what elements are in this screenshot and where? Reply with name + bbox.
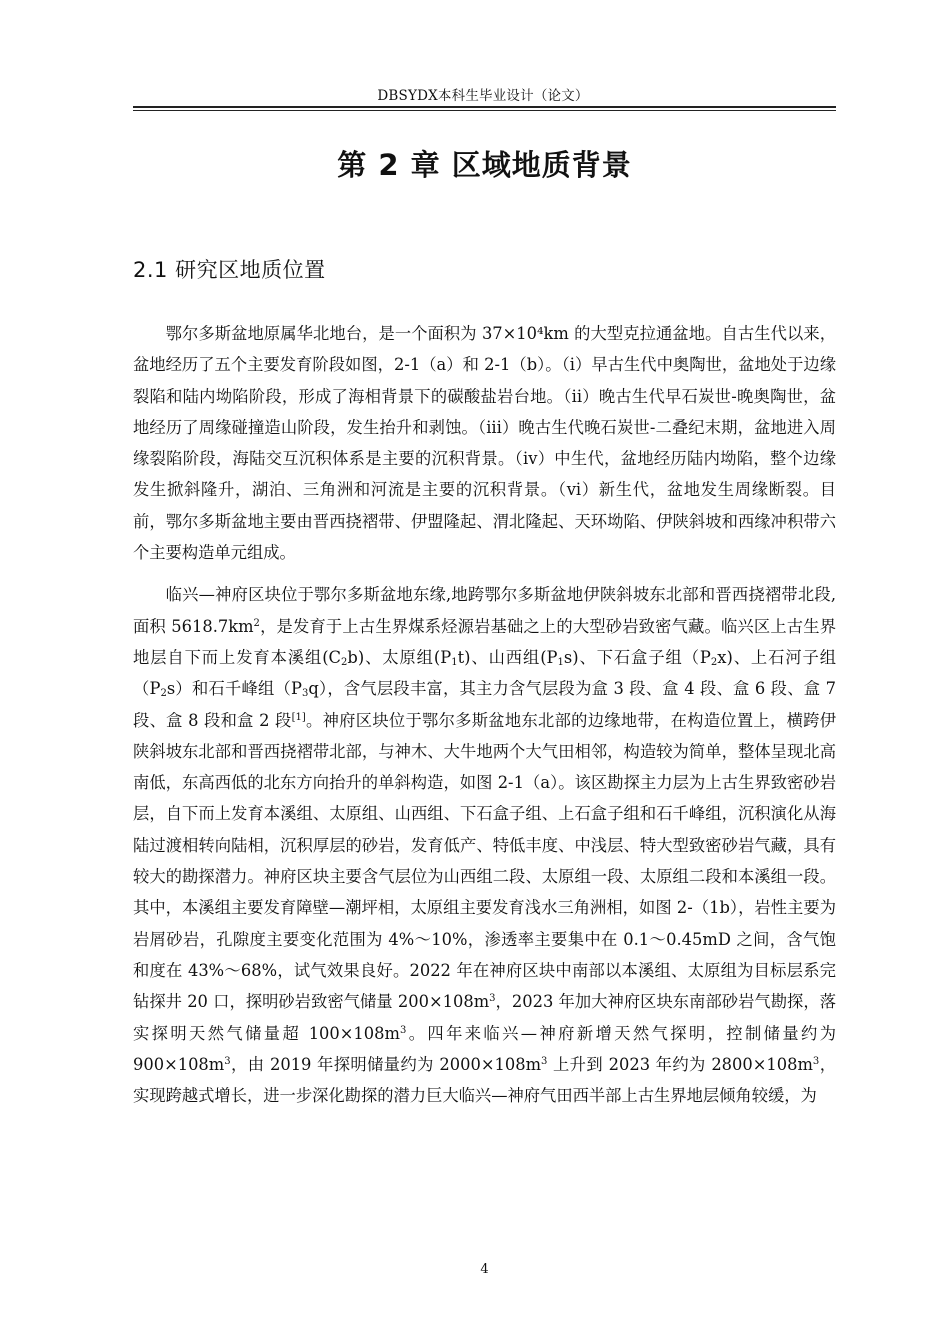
p2-seg7: s）和石千峰组（P [166, 679, 302, 699]
p2-sub1: 2 [341, 656, 348, 668]
p2-sup4: 3 [399, 1024, 407, 1036]
p2-sub5: 2 [160, 688, 167, 700]
running-header: DBSYDX本科生毕业设计（论文） [377, 88, 589, 104]
paragraph-2 [133, 579, 836, 1111]
p2-seg6: x)、上石河子组（P [133, 647, 837, 699]
p2-seg9: 。神府区块位于鄂尔多斯盆地东北部的边缘地带，在构造位置上，横跨伊陕斜坡东北部和晋西挠褶带北部，与神木、大牛地两个大气田相邻，构造较为简单，整体呈现北高南低，东高西低的北东方向抬升的单斜构造，如图 2-1（a）。该区勘探主力层为上古生界致密砂岩层，自下而上发育本溪组、太原组、山西组、下石盒子组、上石盒子组和石千峰组，沉积演化从海陆过渡相转向陆相，沉积厚层的砂岩，发育低产、特低丰度、中浅层、特大型致密砂岩气藏，具有较大的勘探潜力。神府区块主要含气层位为山西组二段、太原组一段、太原组二段和本溪组一段。其中，本溪组主要发育障壁—潮坪相，太原组主要发育浅水三角洲相，如图 2-（1b），岩性主要为岩屑砂岩，孔隙度主要变化范围为 4%～10%，渗透率主要集中在 0.1～0.45mD 之间，含气饱和度在 43%～68%，试气效果良好。2022 年在神府区块中南部以本溪组、太原组为目标层系完钻探井 20 口，探明砂岩致密气储量 200×108m [133, 710, 836, 1012]
p2-seg4: t)、山西组(P [457, 647, 558, 667]
p2-sub2: 1 [451, 656, 458, 668]
body-text [133, 318, 836, 1122]
p2-sup5: 3 [224, 1055, 231, 1067]
p2-seg10: ，2023 年加大神府区块东南部砂岩气勘探，落实探明天然气储量超 100×108m [133, 992, 836, 1043]
p2-seg12: ，由 2019 年探明储量约为 2000×108m [230, 1054, 542, 1074]
p2-seg11: 。四年来临兴—神府新增天然气探明，控制储量约为 900×108m [133, 1023, 836, 1074]
p2-sup3: 3 [489, 993, 496, 1005]
p2-sup7: 3 [812, 1055, 820, 1067]
header-rule-thin [133, 110, 836, 111]
p2-sup1: 2 [253, 617, 260, 629]
p2-sub4: 2 [710, 656, 718, 668]
p2-seg13: 上升到 2023 年约为 2800×108m [547, 1054, 813, 1074]
p2-seg3: b)、太原组(P [347, 647, 452, 667]
p2-seg1: 临兴—神府区块位于鄂尔多斯盆地东缘,地跨鄂尔多斯盆地伊陕斜坡东北部和晋西挠褶带北段,面积 5618.7km [133, 585, 836, 636]
chapter-title: 第 2 章 区域地质背景 [337, 148, 632, 182]
section-title: 2.1 研究区地质位置 [133, 258, 326, 282]
p2-citation: [1] [291, 711, 306, 723]
p2-seg8: q），含气层段丰富，其主力含气层段为盒 3 段、盒 4 段、盒 6 段、盒 7 段、盒 8 段和盒 2 段 [133, 679, 836, 730]
paragraph-1: 鄂尔多斯盆地原属华北地台，是一个面积为 37×10⁴km 的大型克拉通盆地。自古生代以来，盆地经历了五个主要发育阶段如图，2-1（a）和 2-1（b）。（i）早古生代中奥陶世，盆地处于边缘裂陷和陆内坳陷阶段，形成了海相背景下的碳酸盐岩台地。（ii）晚古生代早石炭世-晚奥陶世，盆地经历了周缘碰撞造山阶段，发生抬升和剥蚀。（iii）晚古生代晚石炭世-二叠纪末期，盆地进入周缘裂陷阶段，海陆交互沉积体系是主要的沉积背景。（iv）中生代，盆地经历陆内坳陷，整个边缘发生掀斜隆升，湖泊、三角洲和河流是主要的沉积背景。（vi）新生代，盆地发生周缘断裂。目前，鄂尔多斯盆地主要由晋西挠褶带、伊盟隆起、渭北隆起、天环坳陷、伊陕斜坡和西缘冲积带六个主要构造单元组成。 [133, 324, 836, 563]
page-number: 4 [480, 1262, 489, 1277]
header-rule-thick [133, 106, 836, 108]
p2-seg2: ，是发育于上古生界煤系烃源岩基础之上的大型砂岩致密气藏。临兴区上古生界地层自下而上发育本溪组(C [133, 616, 836, 667]
p2-sub3: 1 [557, 656, 564, 668]
p2-sup6: 3 [541, 1055, 548, 1067]
p2-seg5: s)、下石盒子组（P [563, 647, 711, 667]
p2-sub6: 3 [301, 688, 309, 700]
p2-seg14: ，实现跨越式增长，进一步深化勘探的潜力巨大临兴—神府气田西半部上古生界地层倾角较缓，为 [133, 1054, 836, 1106]
